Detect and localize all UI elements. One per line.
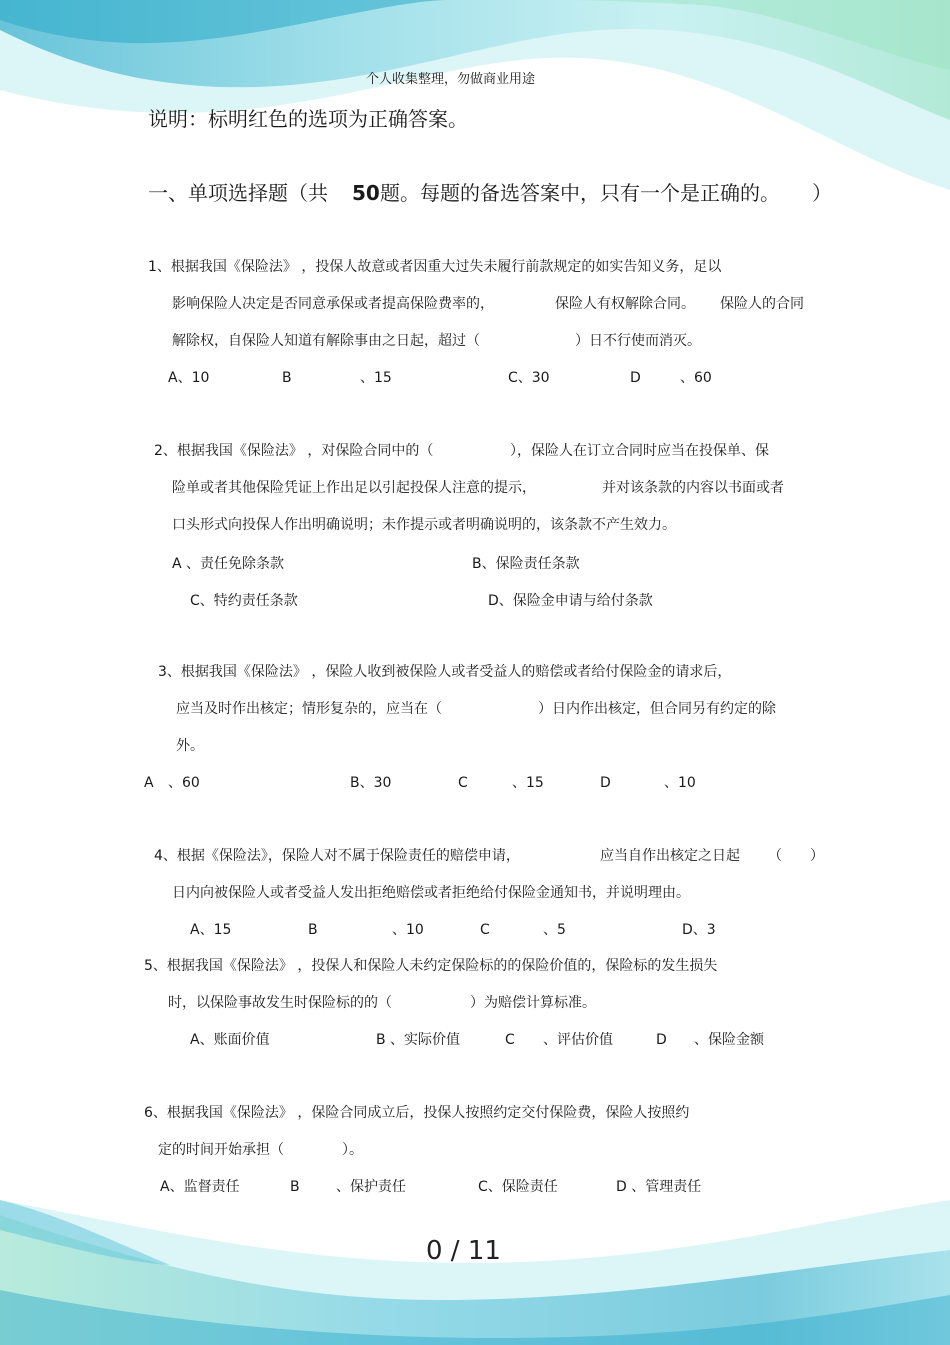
q4-line1a: 4、根据《保险法》，保险人对不属于保险责任的赔偿申请， (154, 848, 520, 864)
q2-option-d: D、保险金申请与给付条款 (488, 593, 653, 609)
q1-line3b: ）日不行使而消灭。 (575, 333, 701, 349)
q6-line2a: 定的时间开始承担（ (158, 1142, 284, 1158)
q3-line3: 外。 (176, 738, 204, 754)
q6-line1: 6、根据我国《保险法》 ，保险合同成立后，投保人按照约定交付保险费，保险人按照约 (144, 1105, 690, 1121)
q1-line3a: 解除权，自保险人知道有解除事由之日起，超过（ (172, 333, 480, 349)
q1-line2a: 影响保险人决定是否同意承保或者提高保险费率的， (172, 296, 494, 312)
q1-option-d-letter: D (630, 370, 641, 386)
q3-line2b: ）日内作出核定，但合同另有约定的除 (538, 701, 776, 717)
q1-option-c: C、30 (508, 370, 550, 386)
q5-line1: 5、根据我国《保险法》 ，投保人和保险人未约定保险标的的保险价值的，保险标的发生损失 (144, 958, 718, 974)
q1-line2c: 保险人的合同 (720, 296, 804, 312)
q6-option-b-letter: B (290, 1179, 300, 1195)
q5-option-c-letter: C (505, 1032, 515, 1048)
q6-option-d: D 、管理责任 (616, 1179, 702, 1195)
q3-option-c-letter: C (458, 775, 468, 791)
q5-option-d: 、保险金额 (694, 1032, 764, 1048)
q3-option-d: 、10 (664, 775, 696, 791)
q1-line1: 1、根据我国《保险法》 ，投保人故意或者因重大过失未履行前款规定的如实告知义务，足以 (148, 259, 722, 275)
q4-line1c: （ (768, 848, 782, 864)
q2-line2a: 险单或者其他保险凭证上作出足以引起投保人注意的提示， (172, 480, 536, 496)
section-title-rest: 题。每题的备选答案中，只有一个是正确的。 (380, 181, 780, 205)
q5-option-d-letter: D (656, 1032, 667, 1048)
q1-option-a: A、10 (168, 370, 210, 386)
q4-option-c: 、5 (543, 922, 566, 938)
q5-line2a: 时，以保险事故发生时保险标的的（ (168, 995, 392, 1011)
q2-line1b: ），保险人在订立合同时应当在投保单、保 (510, 443, 769, 459)
q5-option-b: B 、实际价值 (376, 1032, 461, 1048)
q1-line2b: 保险人有权解除合同。 (555, 296, 695, 312)
q2-line3: 口头形式向投保人作出明确说明；未作提示或者明确说明的，该条款不产生效力。 (172, 517, 676, 533)
q6-option-c: C、保险责任 (478, 1179, 558, 1195)
q2-line1a: 2、根据我国《保险法》 ，对保险合同中的（ (154, 443, 434, 459)
q3-option-c: 、15 (512, 775, 544, 791)
q2-line2b: 并对该条款的内容以书面或者 (602, 480, 784, 496)
section-count: 50 (352, 181, 380, 205)
q6-option-b: 、保护责任 (336, 1179, 406, 1195)
q2-option-c: C、特约责任条款 (190, 593, 298, 609)
q3-line2a: 应当及时作出核定；情形复杂的，应当在（ (176, 701, 442, 717)
q6-option-a: A、监督责任 (160, 1179, 240, 1195)
q5-option-a: A、账面价值 (190, 1032, 270, 1048)
q4-option-b: 、10 (392, 922, 424, 938)
q6-line2b: ）。 (342, 1142, 363, 1158)
q4-line1d: ） (810, 848, 824, 864)
q1-option-d: 、60 (680, 370, 712, 386)
q3-option-b: B、30 (350, 775, 392, 791)
note-text: 说明：标明红色的选项为正确答案。 (148, 107, 468, 131)
section-title: 一、单项选择题（共 (148, 181, 328, 205)
q3-option-a-letter: A (144, 775, 154, 791)
q4-option-b-letter: B (308, 922, 318, 938)
q4-line2: 日内向被保险人或者受益人发出拒绝赔偿或者拒绝给付保险金通知书，并说明理由。 (172, 885, 690, 901)
q5-option-c: 、评估价值 (543, 1032, 613, 1048)
q1-option-b-letter: B (282, 370, 292, 386)
q4-option-c-letter: C (480, 922, 490, 938)
q3-line1: 3、根据我国《保险法》 ，保险人收到被保险人或者受益人的赔偿或者给付保险金的请求后， (158, 664, 732, 680)
q3-option-d-letter: D (600, 775, 611, 791)
q2-option-b: B、保险责任条款 (472, 556, 580, 572)
watermark-text: 个人收集整理，勿做商业用途 (366, 72, 536, 87)
q1-option-b: 、15 (360, 370, 392, 386)
q4-option-d: D、3 (682, 922, 716, 938)
section-title-close: ） (812, 181, 832, 205)
q3-option-a: 、60 (168, 775, 200, 791)
page-number: 0 / 11 (426, 1236, 501, 1266)
q2-option-a: A 、责任免除条款 (172, 556, 285, 572)
q4-option-a: A、15 (190, 922, 232, 938)
q5-line2b: ）为赔偿计算标准。 (470, 995, 596, 1011)
q4-line1b: 应当自作出核定之日起 (600, 848, 740, 864)
